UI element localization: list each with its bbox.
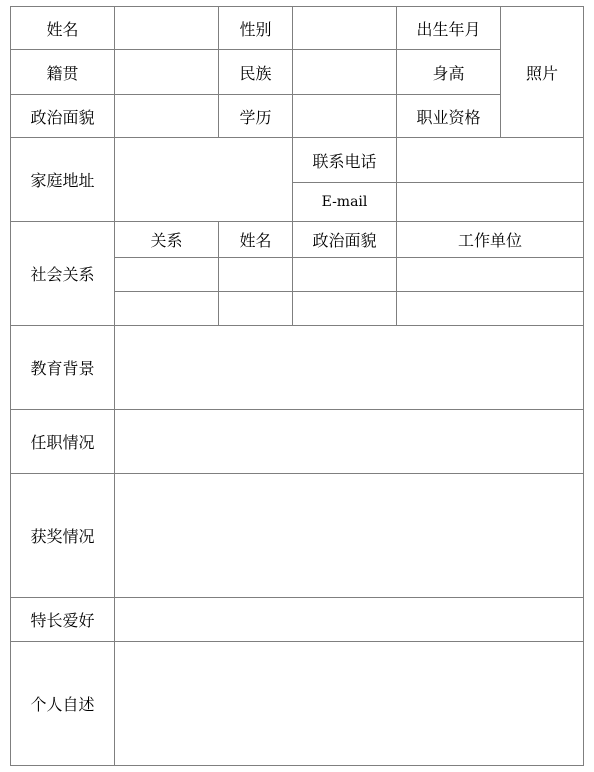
relations-header-political-status (292, 221, 397, 258)
label-awards-text: 获奖情况 (30, 527, 95, 546)
label-professional-qualification-text: 职业资格 (416, 107, 481, 127)
relation-2-work-unit-field[interactable] (396, 291, 584, 326)
relation-2-political-status-field[interactable] (292, 291, 397, 326)
home-address-field[interactable] (114, 137, 293, 222)
label-birth-text: 出生年月 (416, 19, 481, 39)
label-self-statement-text: 个人自述 (30, 695, 95, 714)
label-ethnicity (218, 49, 293, 95)
phone-field[interactable] (396, 137, 584, 183)
self-statement-field[interactable] (114, 641, 584, 766)
label-home-address-text: 家庭地址 (30, 171, 95, 190)
relations-header-political-status-text: 政治面貌 (312, 231, 377, 250)
political-status-field[interactable] (114, 94, 219, 138)
education-level-field[interactable] (292, 94, 397, 138)
relations-header-name (218, 221, 293, 258)
label-gender (218, 6, 293, 50)
gender-field[interactable] (292, 6, 397, 50)
label-email-text: E-mail (321, 194, 368, 210)
label-education-level (218, 94, 293, 138)
label-hobbies-text: 特长爱好 (30, 611, 95, 630)
label-phone-text: 联系电话 (312, 151, 377, 171)
label-employment-text: 任职情况 (30, 433, 95, 452)
relation-1-work-unit-field[interactable] (396, 257, 584, 292)
label-home-address (10, 137, 115, 222)
label-email (292, 182, 397, 222)
label-employment (10, 409, 115, 474)
ethnicity-field[interactable] (292, 49, 397, 95)
label-education-background (10, 325, 115, 410)
name-field[interactable] (114, 6, 219, 50)
label-social-relations (10, 221, 115, 326)
native-place-field[interactable] (114, 49, 219, 95)
relation-2-relation-field[interactable] (114, 291, 219, 326)
label-awards (10, 473, 115, 598)
label-political-status-text: 政治面貌 (30, 107, 95, 127)
label-professional-qualification (396, 94, 501, 138)
hobbies-field[interactable] (114, 597, 584, 642)
relation-1-relation-field[interactable] (114, 257, 219, 292)
label-gender-text: 性别 (239, 19, 272, 39)
employment-field[interactable] (114, 409, 584, 474)
relations-header-relation-text: 关系 (150, 231, 183, 250)
label-native-place (10, 49, 115, 95)
relations-header-relation (114, 221, 219, 258)
awards-field[interactable] (114, 473, 584, 598)
label-social-relations-text: 社会关系 (30, 265, 95, 284)
relations-header-name-text: 姓名 (239, 231, 272, 250)
education-background-field[interactable] (114, 325, 584, 410)
label-hobbies (10, 597, 115, 642)
label-ethnicity-text: 民族 (239, 63, 272, 83)
relation-1-political-status-field[interactable] (292, 257, 397, 292)
label-name (10, 6, 115, 50)
label-phone (292, 137, 397, 183)
label-name-text: 姓名 (46, 19, 79, 39)
resume-form (10, 6, 584, 766)
label-education-level-text: 学历 (239, 107, 272, 127)
relations-header-work-unit (396, 221, 584, 258)
label-education-background-text: 教育背景 (30, 359, 95, 378)
relation-1-name-field[interactable] (218, 257, 293, 292)
label-height (396, 49, 501, 95)
label-self-statement (10, 641, 115, 766)
label-height-text: 身高 (432, 63, 465, 83)
label-political-status (10, 94, 115, 138)
photo-cell[interactable] (500, 6, 584, 138)
label-photo-text: 照片 (525, 63, 558, 83)
relations-header-work-unit-text: 工作单位 (457, 231, 522, 250)
label-native-place-text: 籍贯 (46, 63, 79, 83)
relation-2-name-field[interactable] (218, 291, 293, 326)
label-birth (396, 6, 501, 50)
email-field[interactable] (396, 182, 584, 222)
